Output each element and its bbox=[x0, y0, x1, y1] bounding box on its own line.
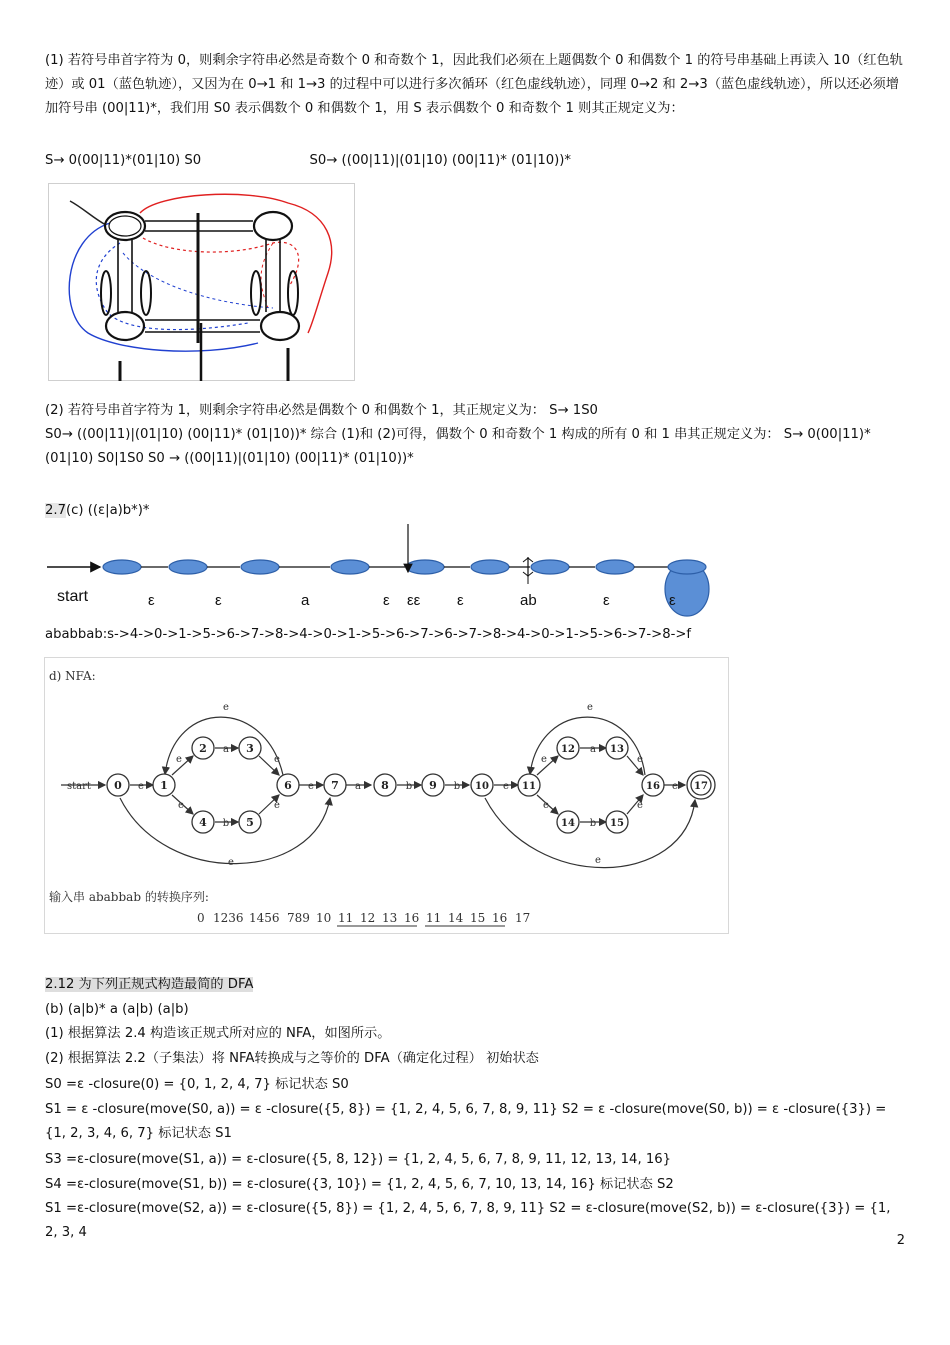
nfa-edge-label: e bbox=[672, 781, 678, 792]
text-line: S1 = ε -closure(move(S0, a)) = ε -closure({5, 8}) = {1, 2, 4, 5, 6, 7, 8, 9, 11} S2 = ε -closure(move(S0, b)) = ε -closure({3}) = {1, 2, 3, 4, 6, 7} 标记状态 S1 bbox=[45, 1102, 887, 1141]
nfa-edge-label: e bbox=[541, 754, 547, 765]
nfa-node: 14 bbox=[561, 818, 575, 829]
nfa-node: 1 bbox=[160, 779, 168, 792]
nfa-seq-item: 11 bbox=[338, 911, 354, 925]
section-2-7-heading bbox=[45, 499, 905, 523]
nfa-node: 9 bbox=[429, 779, 437, 792]
nfa-node: 16 bbox=[646, 781, 660, 792]
chain-label: ε bbox=[148, 592, 155, 609]
nfa-node: 13 bbox=[610, 744, 624, 755]
nfa-node: 8 bbox=[381, 779, 389, 792]
nfa-edge-label: e bbox=[308, 781, 314, 792]
nfa-node: 17 bbox=[694, 781, 708, 792]
text-line: S1 =ε-closure(move(S2, a)) = ε-closure({5, 8}) = {1, 2, 4, 5, 6, 7, 8, 9, 11} S2 = ε-closure(move(S2, b)) = ε-closure({3}) = {1, 2, 3, 4 bbox=[45, 1201, 891, 1240]
chain-label: εε bbox=[407, 592, 421, 609]
nfa-edge-label: e bbox=[274, 754, 280, 765]
nfa-seq-item: 10 bbox=[316, 911, 332, 925]
paragraph-case-2: (2) 若符号串首字符为 1，则剩余字符串必然是偶数个 0 和偶数个 1，其正规定义为： S→ 1S0 bbox=[45, 403, 598, 418]
nfa-edge-label: e bbox=[178, 800, 184, 811]
page-number: 2 bbox=[896, 1233, 905, 1248]
section-2-12-heading bbox=[45, 973, 905, 997]
nfa-seq-item: 17 bbox=[515, 911, 531, 925]
nfa-edge-label: e bbox=[274, 800, 280, 811]
nfa-title: d) NFA: bbox=[49, 669, 96, 683]
text-line: (2) 根据算法 2.2（子集法）将 NFA转换成与之等价的 DFA（确定化过程） 初始状态 bbox=[45, 1051, 539, 1066]
nfa-edge-label: a bbox=[355, 781, 361, 792]
nfa-caption: 输入串 ababbab 的转换序列: bbox=[49, 890, 209, 904]
nfa-edge-label: e bbox=[503, 781, 509, 792]
nfa-node: 15 bbox=[610, 818, 624, 829]
text-line: (b) (a|b)* a (a|b) (a|b) bbox=[45, 1002, 189, 1017]
nfa-seq-item: 0 bbox=[197, 911, 205, 925]
nfa-edge-label: e bbox=[543, 800, 549, 811]
hand-drawn-dfa-figure bbox=[48, 183, 355, 381]
nfa-node: 11 bbox=[522, 781, 536, 792]
nfa-edge-label: e bbox=[176, 754, 182, 765]
paragraph-case-1: (1) 若符号串首字符为 0，则剩余字符串必然是奇数个 0 和奇数个 1，因此我们必须在上题偶数个 0 和偶数个 1 的符号串基础上再读入 10（红色轨迹）或 01（蓝色轨迹），又因为在 0→1 和 1→3 的过程中可以进行多次循环（红色虚线轨迹），同理 0→2 和 2→3（蓝色虚线轨迹），所以还必须增加符号串 (00|11)*，我们用 S0 表示偶数个 0 和偶数个 1，用 S 表示偶数个 0 和奇数个 1 则其正规定义为： bbox=[45, 53, 903, 116]
nfa-edge-label: a bbox=[590, 744, 596, 755]
chain-label: ε bbox=[603, 592, 610, 609]
nfa-edge-label: e bbox=[637, 800, 643, 811]
trace-line: ababbab:s->4->0->1->5->6->7->8->4->0->1->5->6->7->6->7->8->4->0->1->5->6->7->8->f bbox=[45, 627, 692, 642]
nfa-seq-item: 11 bbox=[426, 911, 442, 925]
section-title: (c) ((ε|a)b*)* bbox=[65, 503, 150, 518]
nfa-node: 7 bbox=[331, 779, 339, 792]
paragraph-conclusion: S0→ ((00|11)|(01|10) (00|11)* (01|10))* 综合 (1)和 (2)可得，偶数个 0 和奇数个 1 构成的所有 0 和 1 串其正规定义为： S→ 0(00|11)*(01|10) S0|1S0 S0 → ((00|11)|(01|10) (00|11)* (01|10))* bbox=[45, 427, 871, 466]
nfa-edge-label: e bbox=[138, 781, 144, 792]
text-line: S0 =ε -closure(0) = {0, 1, 2, 4, 7} 标记状态 S0 bbox=[45, 1077, 349, 1092]
nfa-node: 3 bbox=[246, 742, 254, 755]
nfa-node: 10 bbox=[475, 781, 489, 792]
nfa-edge-label: b bbox=[405, 781, 413, 792]
text-line: (1) 根据算法 2.4 构造该正规式所对应的 NFA，如图所示。 bbox=[45, 1026, 391, 1041]
nfa-edge-label: b bbox=[453, 781, 461, 792]
nfa-seq-item: 789 bbox=[287, 911, 310, 925]
nfa-edge-label: e bbox=[595, 855, 601, 866]
nfa-seq-item: 14 bbox=[448, 911, 464, 925]
chain-label: ε bbox=[383, 592, 390, 609]
nfa-node: 2 bbox=[199, 742, 207, 755]
nfa-edge-label: b bbox=[589, 818, 597, 829]
nfa-edge-label: a bbox=[223, 744, 229, 755]
nfa-seq-item: 15 bbox=[470, 911, 486, 925]
nfa-seq-item: 12 bbox=[360, 911, 376, 925]
nfa-seq-item: 13 bbox=[382, 911, 398, 925]
nfa-node: 12 bbox=[561, 744, 575, 755]
chain-label: ε bbox=[457, 592, 464, 609]
chain-automaton-figure bbox=[45, 522, 715, 622]
text-line: S3 =ε-closure(move(S1, a)) = ε-closure({5, 8, 12}) = {1, 2, 4, 5, 6, 7, 8, 9, 11, 12, 13, 14, 16} bbox=[45, 1152, 672, 1167]
nfa-seq-item: 1236 bbox=[213, 911, 244, 925]
nfa-figure bbox=[44, 657, 729, 934]
nfa-node: 5 bbox=[246, 816, 254, 829]
formula-s: S→ 0(00|11)*(01|10) S0 bbox=[45, 153, 202, 168]
chain-label: a bbox=[301, 592, 310, 609]
nfa-edge-label: e bbox=[228, 857, 234, 868]
nfa-seq-item: 1456 bbox=[249, 911, 280, 925]
section-heading-text: 2.12 为下列正规式构造最简的 DFA bbox=[45, 977, 254, 992]
nfa-node: 6 bbox=[284, 779, 292, 792]
nfa-node: 0 bbox=[114, 779, 122, 792]
chain-states bbox=[103, 560, 709, 616]
chain-label: ε bbox=[669, 592, 676, 609]
nfa-edge-label: e bbox=[637, 754, 643, 765]
chain-label: ε bbox=[215, 592, 222, 609]
nfa-seq-item: 16 bbox=[404, 911, 420, 925]
nfa-start-label: start bbox=[67, 781, 91, 792]
formula-line bbox=[45, 149, 905, 173]
formula-s0: S0→ ((00|11)|(01|10) (00|11)* (01|10))* bbox=[309, 153, 572, 168]
chain-label-start: start bbox=[57, 588, 89, 605]
nfa-node: 4 bbox=[199, 816, 207, 829]
section-number: 2.7 bbox=[45, 503, 66, 518]
nfa-seq-item: 16 bbox=[492, 911, 508, 925]
text-line: S4 =ε-closure(move(S1, b)) = ε-closure({3, 10}) = {1, 2, 4, 5, 6, 7, 10, 13, 14, 16} 标记状态 S2 bbox=[45, 1177, 674, 1192]
nfa-edge-label: e bbox=[587, 702, 593, 713]
chain-label: ab bbox=[520, 592, 537, 609]
nfa-edge-label: e bbox=[223, 702, 229, 713]
nfa-edge-label: b bbox=[222, 818, 230, 829]
